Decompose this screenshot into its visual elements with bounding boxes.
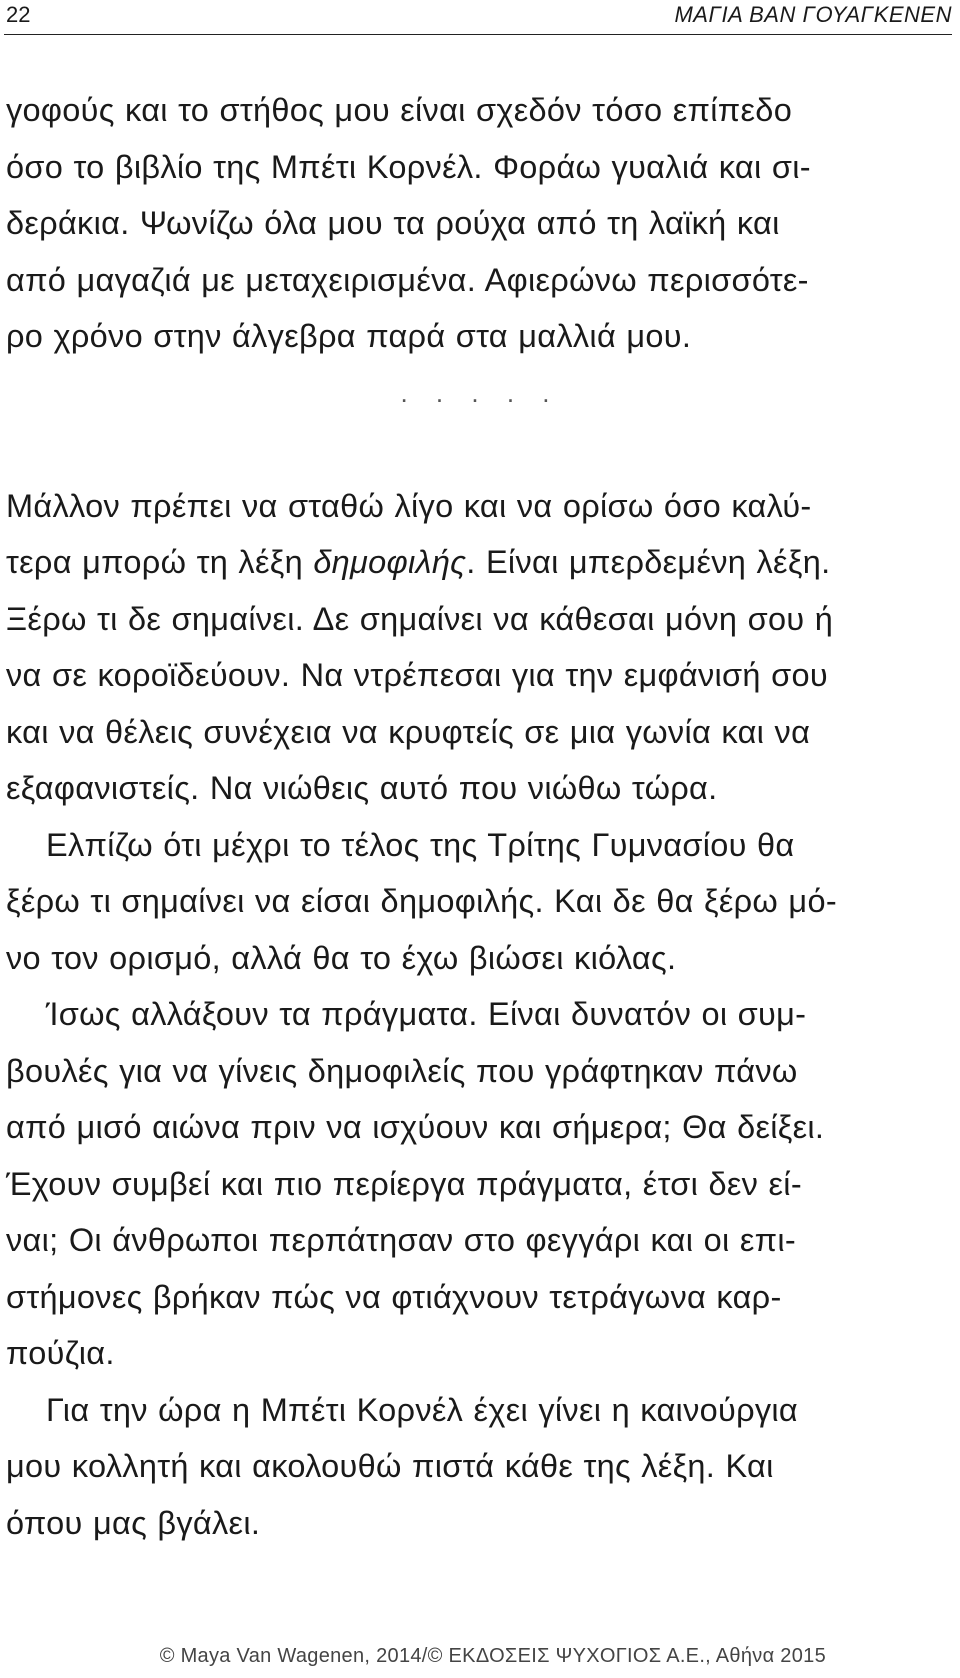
- text-line: να σε κοροϊδεύουν. Να ντρέπεσαι για την εμφάνισή σου: [6, 657, 828, 693]
- text-line: στήμονες βρήκαν πώς να φτιάχνουν τετράγωνα καρ-: [6, 1278, 782, 1315]
- text-line: Ξέρω τι δε σημαίνει. Δε σημαίνει να κάθεσαι μόνη σου ή: [6, 600, 834, 637]
- text-line: εξαφανιστείς. Να νιώθεις αυτό που νιώθω τώρα.: [6, 770, 718, 806]
- section-separator: [6, 365, 954, 478]
- paragraph-5: [6, 1382, 954, 1552]
- text-line: όπου μας βγάλει.: [6, 1504, 261, 1541]
- text-line: από μισό αιώνα πριν να ισχύουν και σήμερα; Θα δείξει.: [6, 1109, 825, 1145]
- text-line: Έχουν συμβεί και πιο περίεργα πράγματα, έτσι δεν εί-: [6, 1165, 802, 1202]
- text-line: πούζια.: [6, 1335, 115, 1371]
- running-head: [4, 0, 952, 35]
- text-line: βουλές για να γίνεις δημοφιλείς που γράφτηκαν πάνω: [6, 1052, 798, 1089]
- text-line: Ίσως αλλάξουν τα πράγματα. Είναι δυνατόν οι συμ-: [46, 996, 807, 1032]
- paragraph-3: [6, 817, 954, 987]
- text-line: νο τον ορισμό, αλλά θα το έχω βιώσει κιόλας.: [6, 939, 677, 976]
- text-line: γοφούς και το στήθος μου είναι σχεδόν τόσο επίπεδο: [6, 92, 793, 128]
- text-line: ναι; Οι άνθρωποι περπάτησαν στο φεγγάρι και οι επι-: [6, 1222, 796, 1258]
- text-line: όσο το βιβλίο της Μπέτι Κορνέλ. Φοράω γυαλιά και σι-: [6, 148, 811, 185]
- text-line: Μάλλον πρέπει να σταθώ λίγο και να ορίσω όσο καλύ-: [6, 487, 812, 524]
- text-line: δεράκια. Ψωνίζω όλα μου τα ρούχα από τη λαϊκή και: [6, 205, 780, 241]
- text-line: και να θέλεις συνέχεια να κρυφτείς σε μια γωνία και να: [6, 713, 811, 750]
- text-line: ξέρω τι σημαίνει να είσαι δημοφιλής. Και δε θα ξέρω μό-: [6, 883, 837, 919]
- separator-dots: . . . . .: [400, 377, 560, 408]
- text-fragment: . Είναι μπερδεμένη λέξη.: [466, 544, 831, 580]
- text-fragment: τερα μπορώ τη λέξη: [6, 544, 314, 580]
- paragraph-4: [6, 986, 954, 1382]
- copyright-footer: © Maya Van Wagenen, 2014/© ΕΚΔΟΣΕΙΣ ΨΥΧΟΓΙΟΣ Α.Ε., Αθήνα 2015: [159, 1645, 826, 1667]
- running-title: ΜΑΓΙΑ ΒΑΝ ΓΟΥΑΓΚΕΝΕΝ: [674, 2, 952, 27]
- text-line: Ελπίζω ότι μέχρι το τέλος της Τρίτης Γυμνασίου θα: [46, 826, 795, 863]
- text-line: [6, 534, 954, 591]
- body-text: [6, 82, 954, 1551]
- text-line: Για την ώρα η Μπέτι Κορνέλ έχει γίνει η καινούργια: [46, 1391, 799, 1428]
- text-line: ρο χρόνο στην άλγεβρα παρά στα μαλλιά μου.: [6, 318, 692, 354]
- text-line: από μαγαζιά με μεταχειρισμένα. Αφιερώνω περισσότε-: [6, 261, 809, 298]
- paragraph-2: [6, 478, 954, 817]
- paragraph-1: [6, 82, 954, 365]
- emphasized-word: δημοφιλής: [313, 544, 467, 580]
- text-line: μου κολλητή και ακολουθώ πιστά κάθε της λέξη. Και: [6, 1448, 774, 1484]
- page-number: 22: [6, 2, 31, 27]
